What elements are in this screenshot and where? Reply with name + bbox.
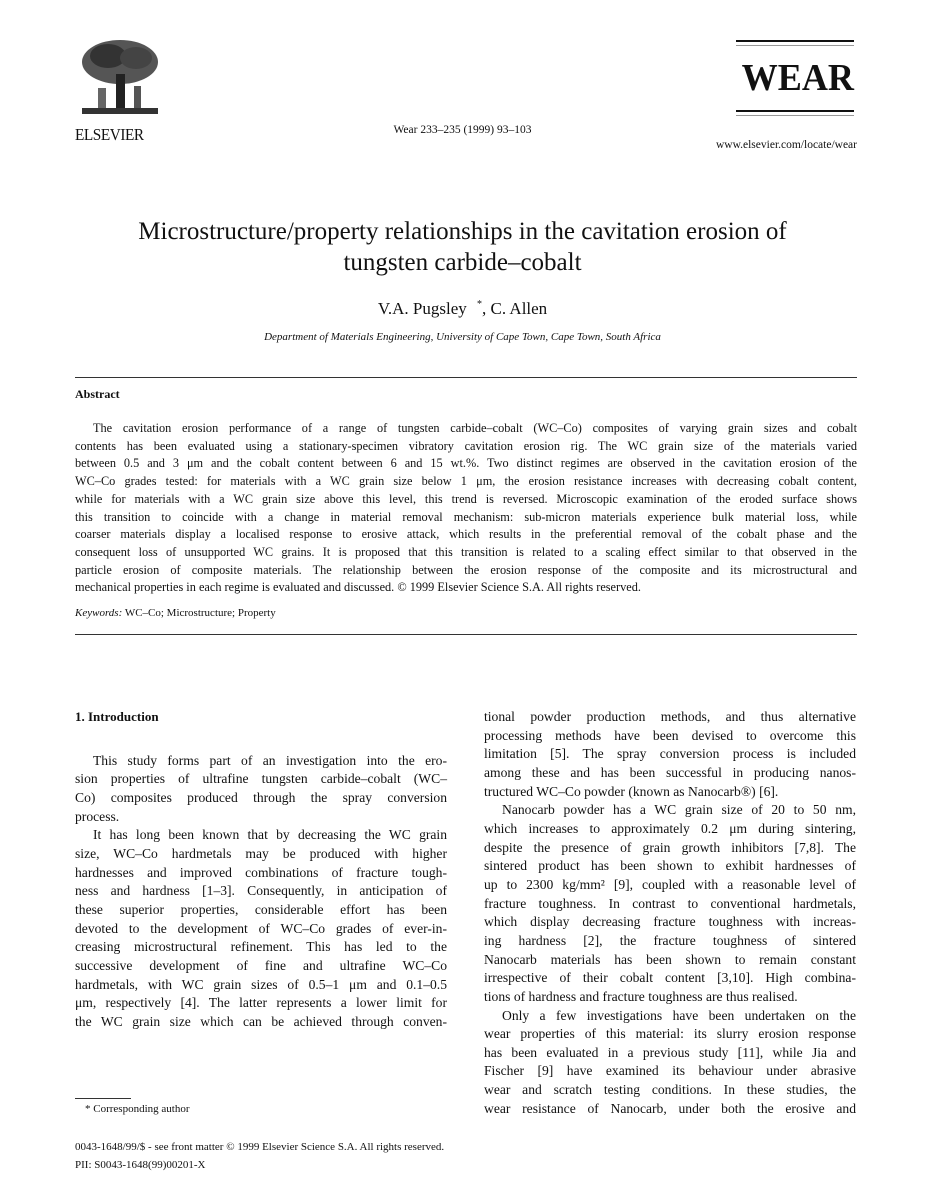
text-line: these superior properties, considerable effort has been [75, 901, 447, 917]
text-line: this transition to coincide with a change in material removal mechanism: sub-micron materials experience bulk material loss, while [75, 509, 857, 524]
divider [75, 634, 857, 635]
publisher-name: ELSEVIER [75, 125, 144, 144]
journal-logo [728, 40, 854, 116]
page-footer [75, 1138, 444, 1174]
text-line: The cavitation erosion performance of a range of tungsten carbide–cobalt (WC–Co) composites of varying grain sizes and cobalt [93, 421, 857, 435]
affiliation: Department of Materials Engineering, University of Cape Town, Cape Town, South Africa [264, 331, 661, 343]
text-line: Nanocarb materials has been shown to remain constant [484, 951, 856, 967]
divider [75, 377, 857, 378]
text-line: which display decreasing fracture toughness with increas- [484, 914, 856, 930]
text-line: wear resistance of Nanocarb, under both the erosive and [484, 1100, 856, 1116]
elsevier-tree-icon [78, 38, 162, 118]
footnote-rule [75, 1098, 131, 1099]
top-double-rule [736, 40, 854, 46]
keywords-label: Keywords: [75, 607, 123, 619]
text-line: This study forms part of an investigation into the ero- [93, 752, 447, 768]
authors [0, 299, 925, 319]
title-line: tungsten carbide–cobalt [343, 249, 582, 276]
right-column [484, 708, 856, 1118]
abstract-body [75, 420, 857, 597]
text-line: Nanocarb powder has a WC grain size of 20 to 50 nm, [502, 802, 856, 818]
journal-url[interactable]: www.elsevier.com/locate/wear [715, 139, 857, 151]
text-line: Co) composites produced through the spray conversion [75, 789, 447, 805]
text-line: between 0.5 and 3 μm and the cobalt content between 6 and 15 wt.%. Two distinct regimes are observed in the cavitation erosion of the [75, 456, 857, 471]
copyright-line: 0043-1648/99/$ - see front matter © 1999 Elsevier Science S.A. All rights reserved. [75, 1141, 445, 1153]
text-line: μm, respectively [4]. The latter represents a lower limit for [75, 995, 447, 1011]
pii-line: PII: S0043-1648(99)00201-X [75, 1159, 206, 1171]
text-line: tions of hardness and fracture toughness are thus realised. [484, 988, 798, 1004]
text-line: wear properties of this material: its slurry erosion response [484, 1026, 856, 1042]
text-line: Fischer [9] have examined its behaviour under abrasive [484, 1063, 856, 1079]
text-line: Only a few investigations have been undertaken on the [502, 1007, 856, 1023]
keywords-list: WC–Co; Microstructure; Property [122, 607, 276, 619]
text-line: tional powder production methods, and thus alternative [484, 709, 856, 724]
text-line: while for materials with a WC grain size above this level, this trend is reversed. Microscopic examination of the eroded surface shows [75, 491, 857, 506]
journal-citation: Wear 233–235 (1999) 93–103 [393, 124, 532, 136]
text-line: irrespective of their cobalt content [3,10]. High combina- [484, 970, 856, 986]
corresponding-mark[interactable]: * [477, 299, 483, 311]
article-title [0, 216, 925, 278]
author-name: , C. Allen [482, 299, 548, 318]
text-line: tructured WC–Co powder (known as Nanocarb®) [6]. [484, 783, 779, 799]
text-line: has been evaluated in a previous study [11], while Jia and [484, 1044, 856, 1060]
text-line: devoted to the development of WC–Co grades of ever-in- [75, 920, 447, 936]
text-line: sion properties of ultrafine tungsten carbide–cobalt (WC– [75, 771, 447, 787]
text-line: mechanical properties in each regime is evaluated and discussed. © 1999 Elsevier Science S.A. All rights reserved. [75, 580, 641, 595]
text-line: among these and has been successful in producing nanos- [484, 764, 856, 780]
bottom-double-rule [736, 110, 854, 116]
text-line: hardnesses and improved combinations of fracture tough- [75, 864, 447, 880]
text-line: fracture toughness. In contrast to conventional hardmetals, [484, 895, 856, 911]
keywords [75, 607, 276, 619]
text-line: which increases to approximately 0.2 μm during sintering, [484, 820, 856, 836]
text-line: process. [75, 808, 120, 824]
author-name: V.A. Pugsley [377, 299, 467, 318]
text-line: consequent loss of unsupported WC grains. It is proposed that this transition is related to a scaling effect similar to that observed in the [75, 544, 857, 559]
text-line: creasing microstructural refinement. This has led to the [75, 939, 447, 955]
text-line: up to 2300 kg/mm² [9], coupled with a reasonable level of [484, 876, 856, 892]
text-line: contents has been evaluated using a stationary-specimen vibratory cavitation erosion rig. The WC grain size of the materials varied [75, 438, 857, 453]
title-line: Microstructure/property relationships in the cavitation erosion of [138, 218, 787, 245]
footnote: * Corresponding author [85, 1103, 190, 1115]
text-line: sintered product has been shown to exhibit hardnesses of [484, 858, 856, 874]
text-line: wear and scratch testing conditions. In these studies, the [484, 1082, 856, 1098]
text-line: limitation [5]. The spray conversion process is included [484, 746, 856, 762]
text-line: processing methods have been devised to overcome this [484, 727, 856, 743]
text-line: ing hardness [2], the fracture toughness of sintered [484, 932, 856, 948]
text-line: WC–Co grades tested: for materials with a WC grain size below 1 μm, the erosion resistance increases with decreasing cobalt content, [75, 474, 857, 489]
text-line: hardmetals, with WC grain sizes of 0.5–1 μm and 0.1–0.5 [75, 976, 447, 992]
text-line: despite the presence of grain growth inhibitors [7,8]. The [484, 839, 856, 855]
text-line: ness and hardness [1–3]. Consequently, in anticipation of [75, 883, 447, 899]
text-line: size, WC–Co hardmetals may be produced with higher [75, 845, 447, 861]
text-line: It has long been known that by decreasing the WC grain [93, 827, 447, 843]
journal-name: WEAR [741, 57, 854, 99]
left-column [75, 708, 447, 1032]
text-line: successive development of fine and ultrafine WC–Co [75, 957, 447, 973]
abstract-heading: Abstract [75, 387, 120, 401]
section-heading: 1. Introduction [75, 709, 159, 724]
text-line: the WC grain size which can be achieved through conven- [75, 1013, 447, 1029]
text-line: coarser materials display a localised response to erosive attack, which results in the preferential removal of the cobalt phase and the [75, 527, 857, 542]
text-line: particle erosion of composite materials. The relationship between the erosion response of the composite and its microstructural and [75, 562, 857, 577]
